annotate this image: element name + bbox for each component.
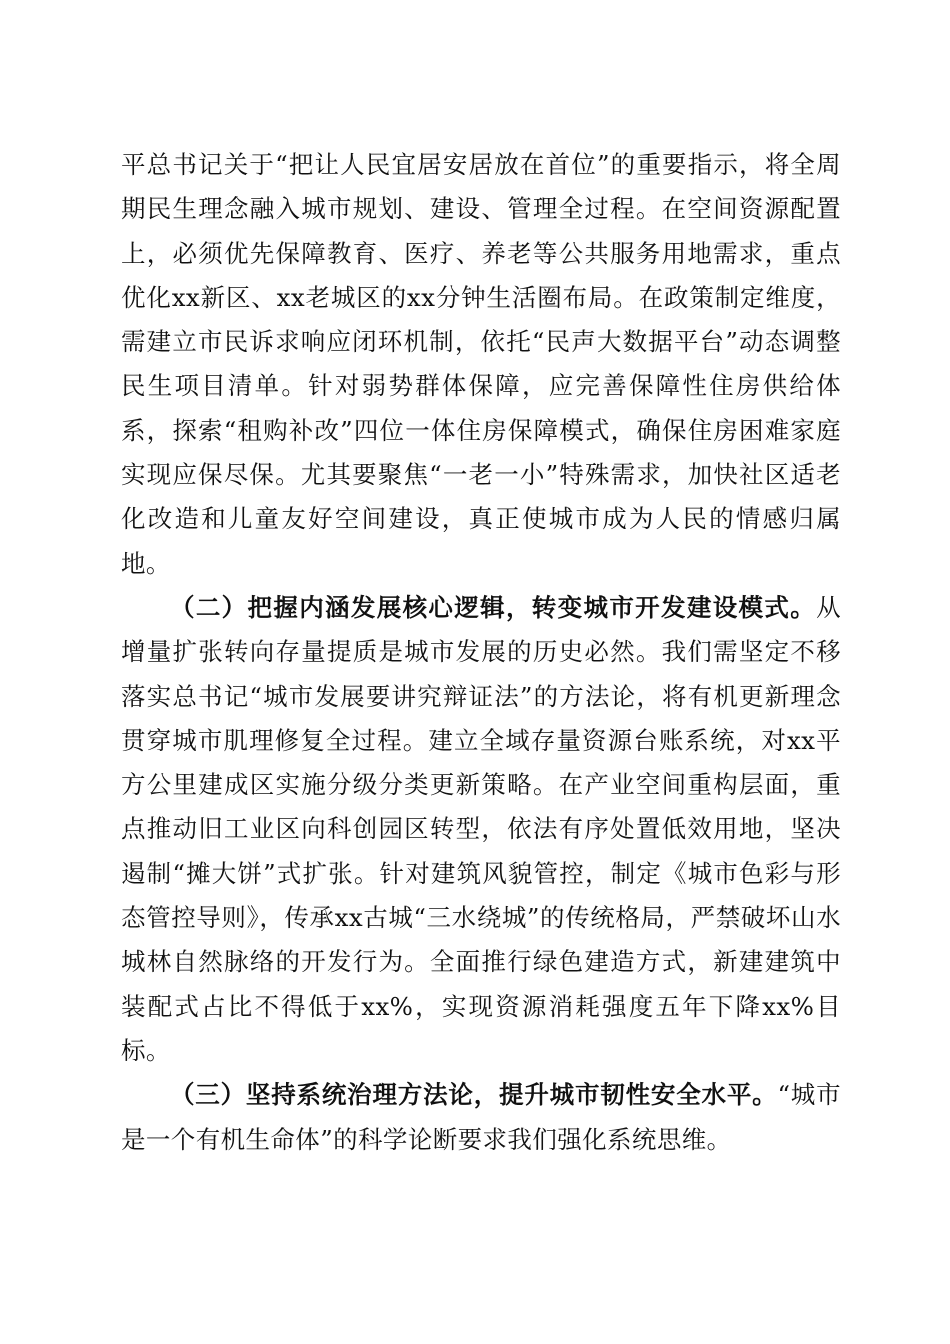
paragraph-text: 从增量扩张转向存量提质是城市发展的历史必然。我们需坚定不移落实总书记“城市发展要讲究辩证法”的方法论，将有机更新理念贯穿城市肌理修复全过程。建立全域存量资源台账系统，对xx平方公里建成区实施分级分类更新策略。在产业空间重构层面，重点推动旧工业区向科创园区转型，依法有序处置低效用地，坚决遏制“摊大饼”式扩张。针对建筑风貌管控，制定《城市色彩与形态管控导则》，传承xx古城“三水绕城”的传统格局，严禁破坏山水城林自然脉络的开发行为。全面推行绿色建造方式，新建建筑中装配式占比不得低于xx%，实现资源消耗强度五年下降xx%目标。 — [121, 592, 841, 1065]
paragraph-text: “城市是一个有机生命体”的科学论断要求我们强化系统思维。 — [121, 1080, 841, 1154]
section-heading-2: （二）把握内涵发展核心逻辑，转变城市开发建设模式。 — [170, 592, 817, 622]
paragraph-continued — [121, 143, 841, 586]
section-heading-3: （三）坚持系统治理方法论，提升城市韧性安全水平。 — [170, 1080, 778, 1110]
document-body — [121, 143, 841, 1162]
paragraph-section-3 — [121, 1073, 841, 1162]
paragraph-section-2 — [121, 586, 841, 1073]
paragraph-text: 平总书记关于“把让人民宜居安居放在首位”的重要指示，将全周期民生理念融入城市规划、建设、管理全过程。在空间资源配置上，必须优先保障教育、医疗、养老等公共服务用地需求，重点优化xx新区、xx老城区的xx分钟生活圈布局。在政策制定维度，需建立市民诉求响应闭环机制，依托“民声大数据平台”动态调整民生项目清单。针对弱势群体保障，应完善保障性住房供给体系，探索“租购补改”四位一体住房保障模式，确保住房困难家庭实现应保尽保。尤其要聚焦“一老一小”特殊需求，加快社区适老化改造和儿童友好空间建设，真正使城市成为人民的情感归属地。 — [121, 150, 841, 578]
